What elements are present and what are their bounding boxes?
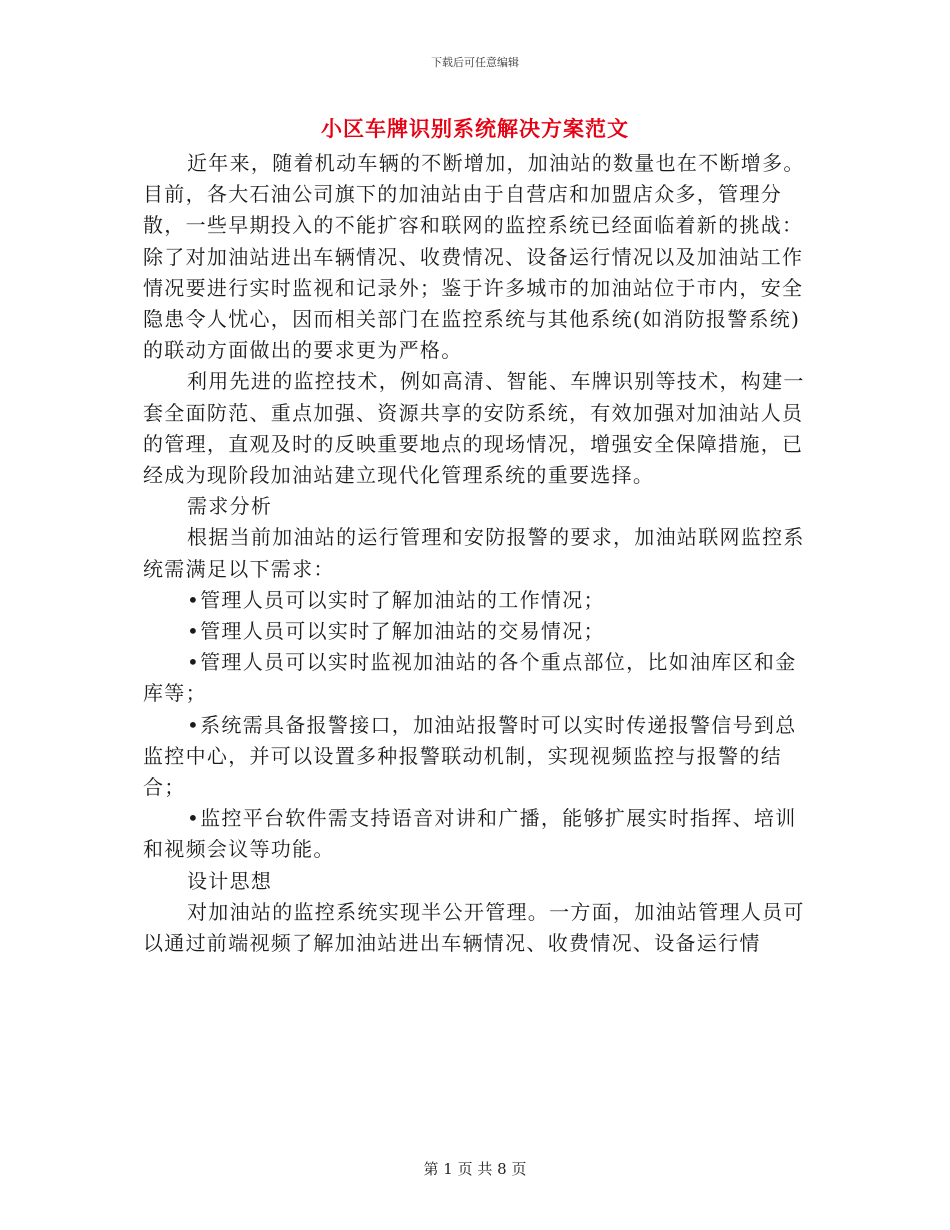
section-heading-requirements: 需求分析 (187, 494, 273, 519)
paragraph-requirements-intro: 根据当前加油站的运行管理和安防报警的要求，加油站联网监控系统需满足以下需求： (143, 525, 805, 581)
paragraph-design: 对加油站的监控系统实现半公开管理。一方面，加油站管理人员可以通过前端视频了解加油站进出车辆情况、收费情况、设备运行情 (143, 899, 805, 956)
bullet-item-3: •管理人员可以实时监视加油站的各个重点部位，比如油库区和金库等； (143, 650, 797, 706)
document-title: 小区车牌识别系统解决方案范文 (321, 116, 629, 141)
bullet-item-1: •管理人员可以实时了解加油站的工作情况； (187, 587, 605, 612)
paragraph-intro: 近年来，随着机动车辆的不断增加，加油站的数量也在不断增多。目前，各大石油公司旗下的加油站由于自营店和加盟店众多，管理分散，一些早期投入的不能扩容和联网的监控系统已经面临着新的挑战：除了对加油站进出车辆情况、收费情况、设备运行情况以及加油站工作情况要进行实时监视和记录外；鉴于许多城市的加油站位于市内，安全隐患令人忧心，因而相关部门在监控系统与其他系统(如消防报警系统)的联动方面做出的要求更为严格。 (143, 151, 805, 363)
bullet-item-2: •管理人员可以实时了解加油站的交易情况； (187, 619, 605, 644)
page-footer: 第 1 页 共 8 页 (423, 1160, 527, 1178)
bullet-item-5: •监控平台软件需支持语音对讲和广播，能够扩展实时指挥、培训和视频会议等功能。 (143, 806, 797, 862)
document-body (143, 148, 813, 959)
paragraph-technology: 利用先进的监控技术，例如高清、智能、车牌识别等技术，构建一套全面防范、重点加强、资源共享的安防系统，有效加强对加油站人员的管理，直观及时的反映重要地点的现场情况，增强安全保障措施，已经成为现阶段加油站建立现代化管理系统的重要选择。 (143, 369, 805, 488)
section-heading-design: 设计思想 (187, 868, 273, 893)
header-note: 下载后可任意编辑 (431, 56, 519, 69)
bullet-item-4: •系统需具备报警接口，加油站报警时可以实时传递报警信号到总监控中心，并可以设置多种报警联动机制，实现视频监控与报警的结合； (143, 712, 797, 800)
